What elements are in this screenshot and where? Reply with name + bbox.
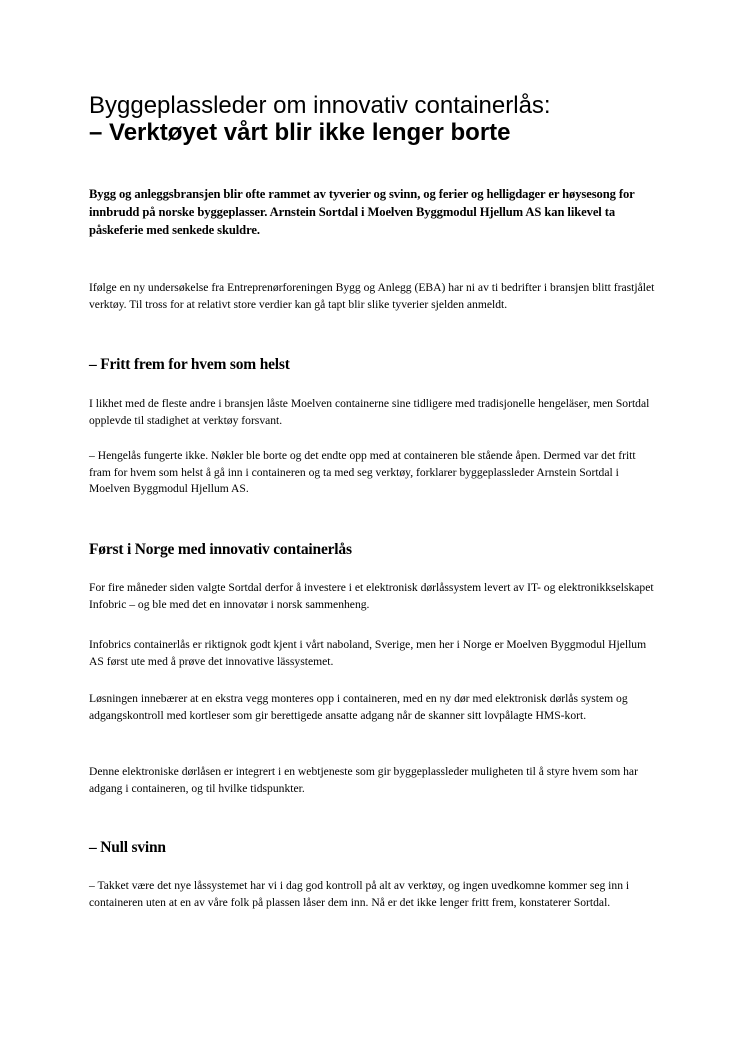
section-heading-null-svinn: – Null svinn [89, 839, 166, 856]
title-line-2: – Verktøyet vårt blir ikke lenger borte [89, 119, 511, 146]
title-line-1: Byggeplassleder om innovativ containerlås: [89, 92, 551, 119]
article-title [89, 92, 689, 146]
section1-paragraph-2: – Hengelås fungerte ikke. Nøkler ble borte og det endte opp med at containeren ble stående åpen. Dermed var det fritt fram for hvem som helst å gå inn i containeren og ta med seg verktøy, forklarer byggeplassleder Arnstein Sortdal i Moelven Byggmodul Hjellum AS. [89, 449, 636, 495]
section-heading-forst-i-norge: Først i Norge med innovativ containerlås [89, 541, 352, 558]
section2-paragraph-4: Denne elektroniske dørlåsen er integrert i en webtjeneste som gir byggeplassleder muligheten til å styre hvem som har adgang i containeren, og til hvilke tidspunkter. [89, 765, 638, 795]
section2-paragraph-2: Infobrics containerlås er riktignok godt kjent i vårt naboland, Sverige, men her i Norge er Moelven Byggmodul Hjellum AS først ute med å prøve det innovative lässystemet. [89, 638, 647, 668]
section-heading-fritt-frem: – Fritt frem for hvem som helst [89, 356, 290, 373]
intro-paragraph: Ifølge en ny undersøkelse fra Entreprenørforeningen Bygg og Anlegg (EBA) har ni av ti bedrifter i bransjen blitt frastjålet verktøy. Til tross for at relativt store verdier kan gå tapt blir slike tyverier sjelden anmeldt. [89, 281, 655, 311]
section2-paragraph-1: For fire måneder siden valgte Sortdal derfor å investere i et elektronisk dørlåssystem levert av IT- og elektronikkselskapet Infobric – og ble med det en innovatør i norsk sammenheng. [89, 581, 654, 611]
section2-paragraph-3: Løsningen innebærer at en ekstra vegg monteres opp i containeren, med en ny dør med elektronisk dørlås system og adgangskontroll med kortleser som gir berettigede ansatte adgang når de skanner sitt lovpålagte HMS-kort. [89, 692, 628, 722]
lead-paragraph: Bygg og anleggsbransjen blir ofte rammet av tyverier og svinn, og ferier og helligdager er høysesong for innbrudd på norske byggeplasser. Arnstein Sortdal i Moelven Byggmodul Hjellum AS kan likevel ta påskeferie med senkede skuldre. [89, 187, 635, 237]
section1-paragraph-1: I likhet med de fleste andre i bransjen låste Moelven containerne sine tidligere med tradisjonelle hengeläser, men Sortdal opplevde til stadighet at verktøy forsvant. [89, 397, 650, 427]
section3-paragraph-1: – Takket være det nye låssystemet har vi i dag god kontroll på alt av verktøy, og ingen uvedkomne kommer seg inn i containeren uten at en av våre folk på plassen låser dem inn. Nå er det ikke lenger fritt frem, konstaterer Sortdal. [89, 879, 630, 909]
